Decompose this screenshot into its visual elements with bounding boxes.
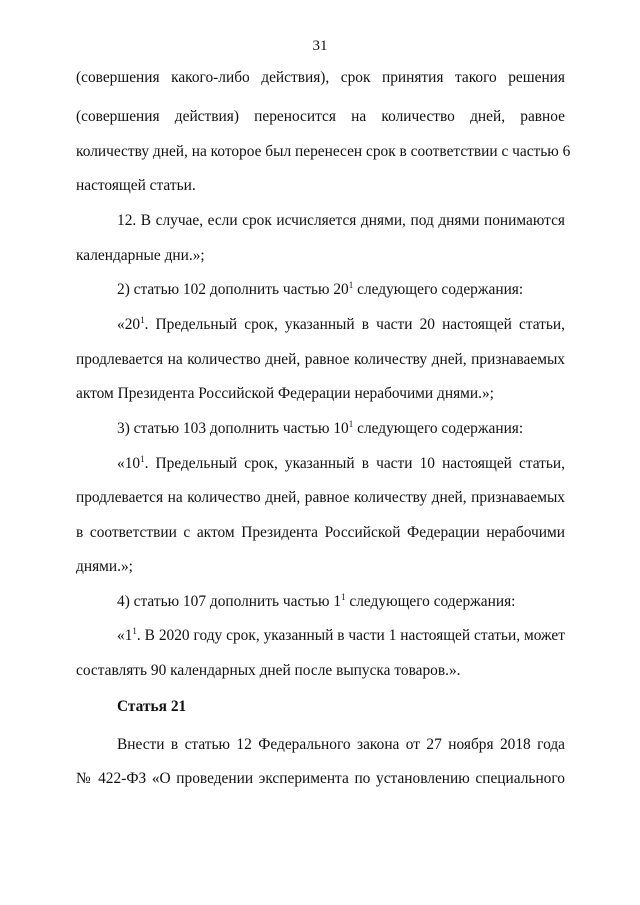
line-text: следующего содержания: — [353, 420, 524, 437]
line-text: . Предельный срок, указанный в части 20 настоящей статьи, — [144, 316, 565, 333]
superscript: 1 — [341, 592, 346, 602]
paragraph-line: календарные дни.»; — [76, 247, 205, 264]
paragraph-line: составлять 90 календарных дней после выпуска товаров.». — [76, 662, 461, 679]
paragraph-line: продлевается на количество дней, равное количеству дней, признаваемых — [76, 489, 565, 506]
paragraph-line: актом Президента Российской Федерации нерабочими днями.»; — [76, 385, 494, 402]
line-text: следующего содержания: — [353, 281, 524, 298]
paragraph-line: количеству дней, на которое был перенесен срок в соответствии с частью 6 — [76, 143, 571, 160]
line-text: следующего содержания: — [345, 593, 516, 610]
paragraph-line — [117, 419, 565, 439]
paragraph-line: (совершения какого-либо действия), срок принятия такого решения — [76, 69, 565, 86]
paragraph-line: настоящей статьи. — [76, 177, 196, 194]
paragraph-line: в соответствии с актом Президента Российской Федерации нерабочими — [76, 524, 565, 541]
superscript: 1 — [132, 626, 137, 636]
article-heading: Статья 21 — [117, 698, 187, 715]
paragraph-line — [117, 592, 565, 612]
paragraph-line: днями.»; — [76, 558, 133, 575]
paragraph-line — [117, 454, 565, 474]
line-text: . Предельный срок, указанный в части 10 настоящей статьи, — [144, 455, 565, 472]
paragraph-line: № 422-ФЗ «О проведении эксперимента по установлению специального — [76, 770, 565, 787]
line-text: . В 2020 году срок, указанный в части 1 настоящей статьи, может — [136, 627, 565, 644]
line-text: «20 — [117, 316, 141, 333]
line-text: 2) статью 102 дополнить частью 20 — [117, 281, 349, 298]
superscript: 1 — [140, 454, 145, 464]
paragraph-line — [117, 626, 565, 646]
paragraph-line — [117, 315, 565, 335]
line-text: 4) статью 107 дополнить частью 1 — [117, 593, 342, 610]
paragraph-line: 12. В случае, если срок исчисляется днями, под днями понимаются — [117, 212, 565, 229]
superscript: 1 — [348, 419, 354, 429]
superscript: 1 — [348, 280, 354, 290]
paragraph-line: (совершения действия) переносится на количество дней, равное — [76, 108, 565, 125]
line-text: «10 — [117, 455, 141, 472]
line-text: «1 — [117, 627, 133, 644]
paragraph-line: продлевается на количество дней, равное количеству дней, признаваемых — [76, 351, 565, 368]
paragraph-line — [117, 280, 565, 300]
paragraph-line: Внести в статью 12 Федерального закона от 27 ноября 2018 года — [117, 736, 565, 753]
page-number: 31 — [312, 38, 328, 54]
superscript: 1 — [140, 315, 145, 325]
line-text: 3) статью 103 дополнить частью 10 — [117, 420, 349, 437]
